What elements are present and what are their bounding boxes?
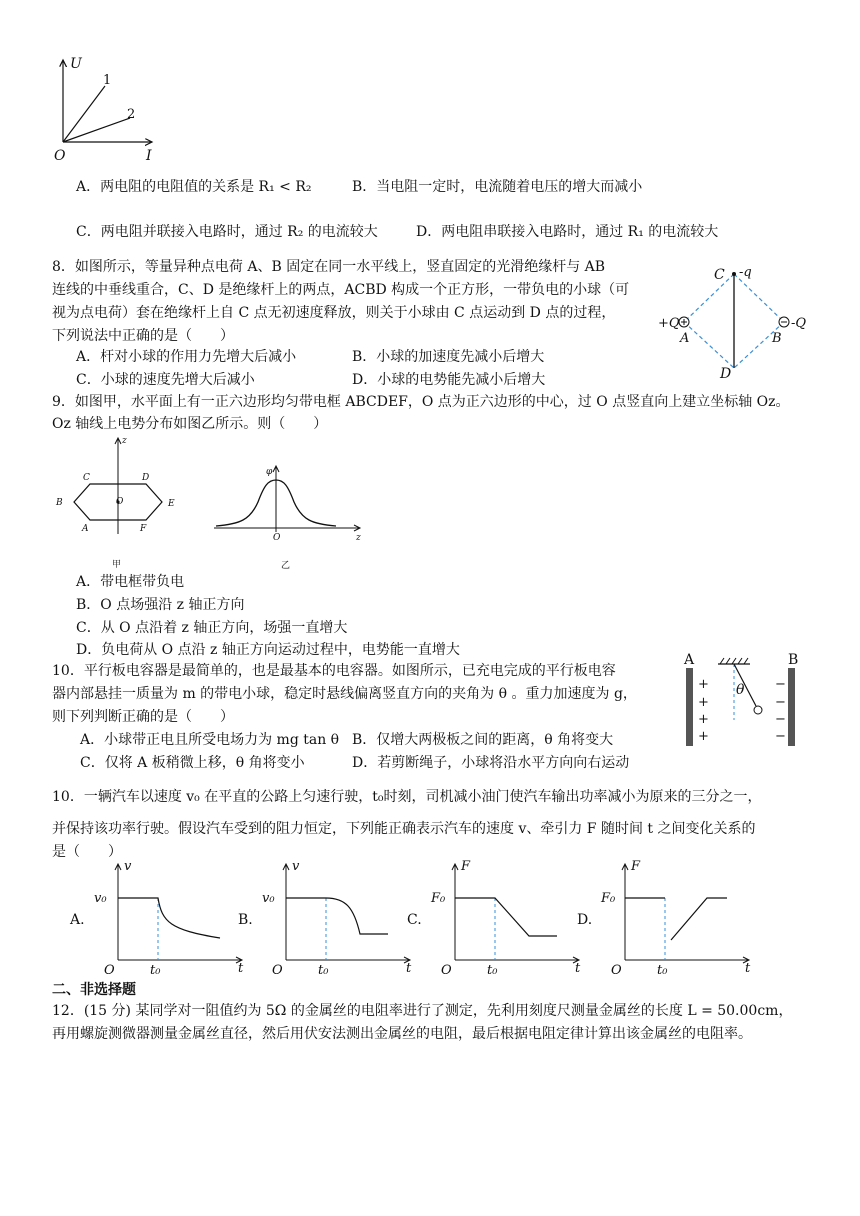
hexagon-figure bbox=[52, 434, 182, 572]
y-axis-label: F bbox=[631, 859, 641, 874]
t0-label: t₀ bbox=[318, 963, 329, 978]
q12-stem-2: 再用螺旋测微器测量金属丝直径，然后用伏安法测出金属丝的电阻，最后根据电阻定律计算出该金属丝的电阻率。 bbox=[52, 1026, 752, 1042]
svg-text:z: z bbox=[122, 436, 127, 446]
svg-text:D: D bbox=[142, 473, 150, 483]
point-b-label: B bbox=[772, 331, 782, 346]
q9-option-d: D．负电荷从 O 点沿 z 轴正方向运动过程中，电势能一直增大 bbox=[76, 642, 460, 658]
option-letter: D. bbox=[577, 912, 593, 928]
q9-option-c: C．从 O 点沿着 z 轴正方向，场强一直增大 bbox=[76, 620, 348, 636]
q8-stem-3: 视为点电荷）套在绝缘杆上自 C 点无初速度释放，则关于小球由 C 点运动到 D 点的过程， bbox=[52, 305, 616, 321]
x-axis-label: t bbox=[406, 961, 412, 976]
q10a-option-c: C．仅将 A 板稍微上移，θ 角将变小 bbox=[80, 755, 305, 771]
q10b-stem-2: 并保持该功率行驶。假设汽车受到的阻力恒定，下列能正确表示汽车的速度 v、牵引力 F 随时间 t 之间变化关系的 bbox=[52, 821, 756, 837]
q10b-stem-3: 是（ ） bbox=[52, 844, 122, 860]
q8-option-c: C．小球的速度先增大后减小 bbox=[76, 372, 255, 388]
point-a-label: A bbox=[680, 331, 690, 346]
svg-text:C: C bbox=[83, 473, 90, 483]
q10a-option-a: A．小球带正电且所受电场力为 mg tan θ bbox=[80, 732, 340, 748]
u-i-graph bbox=[50, 52, 160, 164]
svg-text:−: − bbox=[775, 677, 786, 692]
option-graph-b bbox=[238, 859, 412, 978]
q8-option-d: D．小球的电势能先减小后增大 bbox=[352, 372, 546, 388]
svg-text:A: A bbox=[684, 652, 695, 668]
svg-text:θ: θ bbox=[736, 682, 745, 698]
svg-text:z: z bbox=[356, 533, 361, 543]
point-c-label: C bbox=[714, 267, 725, 283]
q7-option-d: D．两电阻串联接入电路时，通过 R₁ 的电流较大 bbox=[416, 224, 719, 240]
svg-text:O: O bbox=[116, 497, 124, 507]
option-graphs bbox=[70, 858, 770, 978]
option-graph-c bbox=[407, 859, 581, 978]
section-heading: 二、非选择题 bbox=[52, 982, 136, 998]
svg-text:+: + bbox=[698, 677, 709, 692]
line-1-label: 1 bbox=[103, 73, 112, 88]
plus-q-label: +Q bbox=[658, 316, 680, 331]
origin-label: O bbox=[272, 963, 283, 978]
q12-stem-1: 12．(15 分) 某同学对一阻值约为 5Ω 的金属丝的电阻率进行了测定，先利用刻度尺测量金属丝的长度 L = 50.00cm， bbox=[52, 1003, 793, 1019]
t0-label: t₀ bbox=[487, 963, 498, 978]
y0-label: v₀ bbox=[94, 891, 107, 906]
axis-u-label: U bbox=[70, 56, 82, 72]
y-axis-label: v bbox=[124, 859, 132, 874]
x-axis-label: t bbox=[745, 961, 751, 976]
q8-stem-4: 下列说法中正确的是（ ） bbox=[52, 328, 234, 344]
svg-text:F: F bbox=[140, 524, 147, 534]
x-axis-label: t bbox=[238, 961, 244, 976]
y0-label: F₀ bbox=[601, 891, 616, 906]
y-axis-label: v bbox=[292, 859, 300, 874]
point-d-label: D bbox=[720, 366, 732, 382]
svg-text:A: A bbox=[82, 524, 89, 534]
t0-label: t₀ bbox=[150, 963, 161, 978]
fig-yi-caption: 乙 bbox=[281, 561, 291, 571]
option-letter: C. bbox=[407, 912, 422, 928]
option-graph-d bbox=[577, 859, 751, 978]
svg-text:B: B bbox=[788, 652, 799, 668]
q8-stem-2: 连线的中垂线重合，C、D 是绝缘杆上的两点，ACBD 构成一个正方形，一带负电的小球（可 bbox=[52, 282, 630, 298]
charge-square-diagram bbox=[660, 260, 810, 384]
q10b-stem-1: 10．一辆汽车以速度 v₀ 在平直的公路上匀速行驶，t₀时刻，司机减小油门使汽车输出功率减小为原来的三分之一， bbox=[52, 789, 762, 805]
q7-option-c: C．两电阻并联接入电路时，通过 R₂ 的电流较大 bbox=[76, 224, 378, 240]
q10a-option-d: D．若剪断绳子，小球将沿水平方向向右运动 bbox=[352, 755, 630, 771]
svg-text:+: + bbox=[698, 695, 709, 710]
q8-option-a: A．杆对小球的作用力先增大后减小 bbox=[76, 349, 297, 365]
origin-label: O bbox=[441, 963, 452, 978]
origin-label: O bbox=[54, 148, 66, 164]
option-letter: A. bbox=[70, 912, 85, 928]
svg-text:−: − bbox=[775, 695, 786, 710]
svg-text:+: + bbox=[698, 729, 709, 744]
charge-q-label: -q bbox=[739, 265, 752, 280]
q7-option-a: A．两电阻的电阻值的关系是 R₁ < R₂ bbox=[76, 179, 312, 195]
svg-text:φ: φ bbox=[266, 467, 273, 477]
origin-label: O bbox=[611, 963, 622, 978]
svg-text:B: B bbox=[56, 498, 63, 508]
svg-text:−: − bbox=[775, 712, 786, 727]
q10a-stem-3: 则下列判断正确的是（ ） bbox=[52, 709, 234, 725]
q9-option-b: B．O 点场强沿 z 轴正方向 bbox=[76, 597, 245, 613]
svg-text:−: − bbox=[775, 729, 786, 744]
q9-option-a: A．带电框带负电 bbox=[76, 574, 185, 590]
svg-text:+: + bbox=[698, 712, 709, 727]
q10a-option-b: B．仅增大两极板之间的距离，θ 角将变大 bbox=[352, 732, 614, 748]
y0-label: v₀ bbox=[262, 891, 275, 906]
option-graph-a bbox=[69, 859, 244, 978]
potential-curve-figure bbox=[210, 462, 370, 572]
svg-text:E: E bbox=[168, 499, 175, 509]
q7-option-b: B．当电阻一定时，电流随着电压的增大而减小 bbox=[352, 179, 643, 195]
axis-i-label: I bbox=[146, 148, 152, 164]
x-axis-label: t bbox=[575, 961, 581, 976]
q10a-stem-1: 10．平行板电容器是最简单的，也是最基本的电容器。如图所示，已充电完成的平行板电容 bbox=[52, 663, 616, 679]
t0-label: t₀ bbox=[657, 963, 668, 978]
q8-stem-1: 8．如图所示，等量异种点电荷 A、B 固定在同一水平线上，竖直固定的光滑绝缘杆与 AB bbox=[52, 259, 606, 275]
line-2-label: 2 bbox=[127, 107, 136, 122]
option-letter: B. bbox=[238, 912, 253, 928]
minus-q-label: -Q bbox=[791, 316, 807, 331]
q8-option-b: B．小球的加速度先减小后增大 bbox=[352, 349, 545, 365]
fig-jia-caption: 甲 bbox=[112, 560, 122, 570]
y-axis-label: F bbox=[461, 859, 471, 874]
q9-stem-2: Oz 轴线上电势分布如图乙所示。则（ ） bbox=[52, 416, 328, 432]
svg-text:O: O bbox=[273, 533, 281, 543]
capacitor-diagram bbox=[680, 650, 810, 750]
y0-label: F₀ bbox=[431, 891, 446, 906]
q9-stem-1: 9．如图甲，水平面上有一正六边形均匀带电框 ABCDEF，O 点为正六边形的中心，过 O 点竖直向上建立坐标轴 Oz。 bbox=[52, 394, 790, 410]
origin-label: O bbox=[104, 963, 115, 978]
q10a-stem-2: 器内部悬挂一质量为 m 的带电小球，稳定时悬线偏离竖直方向的夹角为 θ 。重力加速度为 g， bbox=[52, 686, 637, 702]
